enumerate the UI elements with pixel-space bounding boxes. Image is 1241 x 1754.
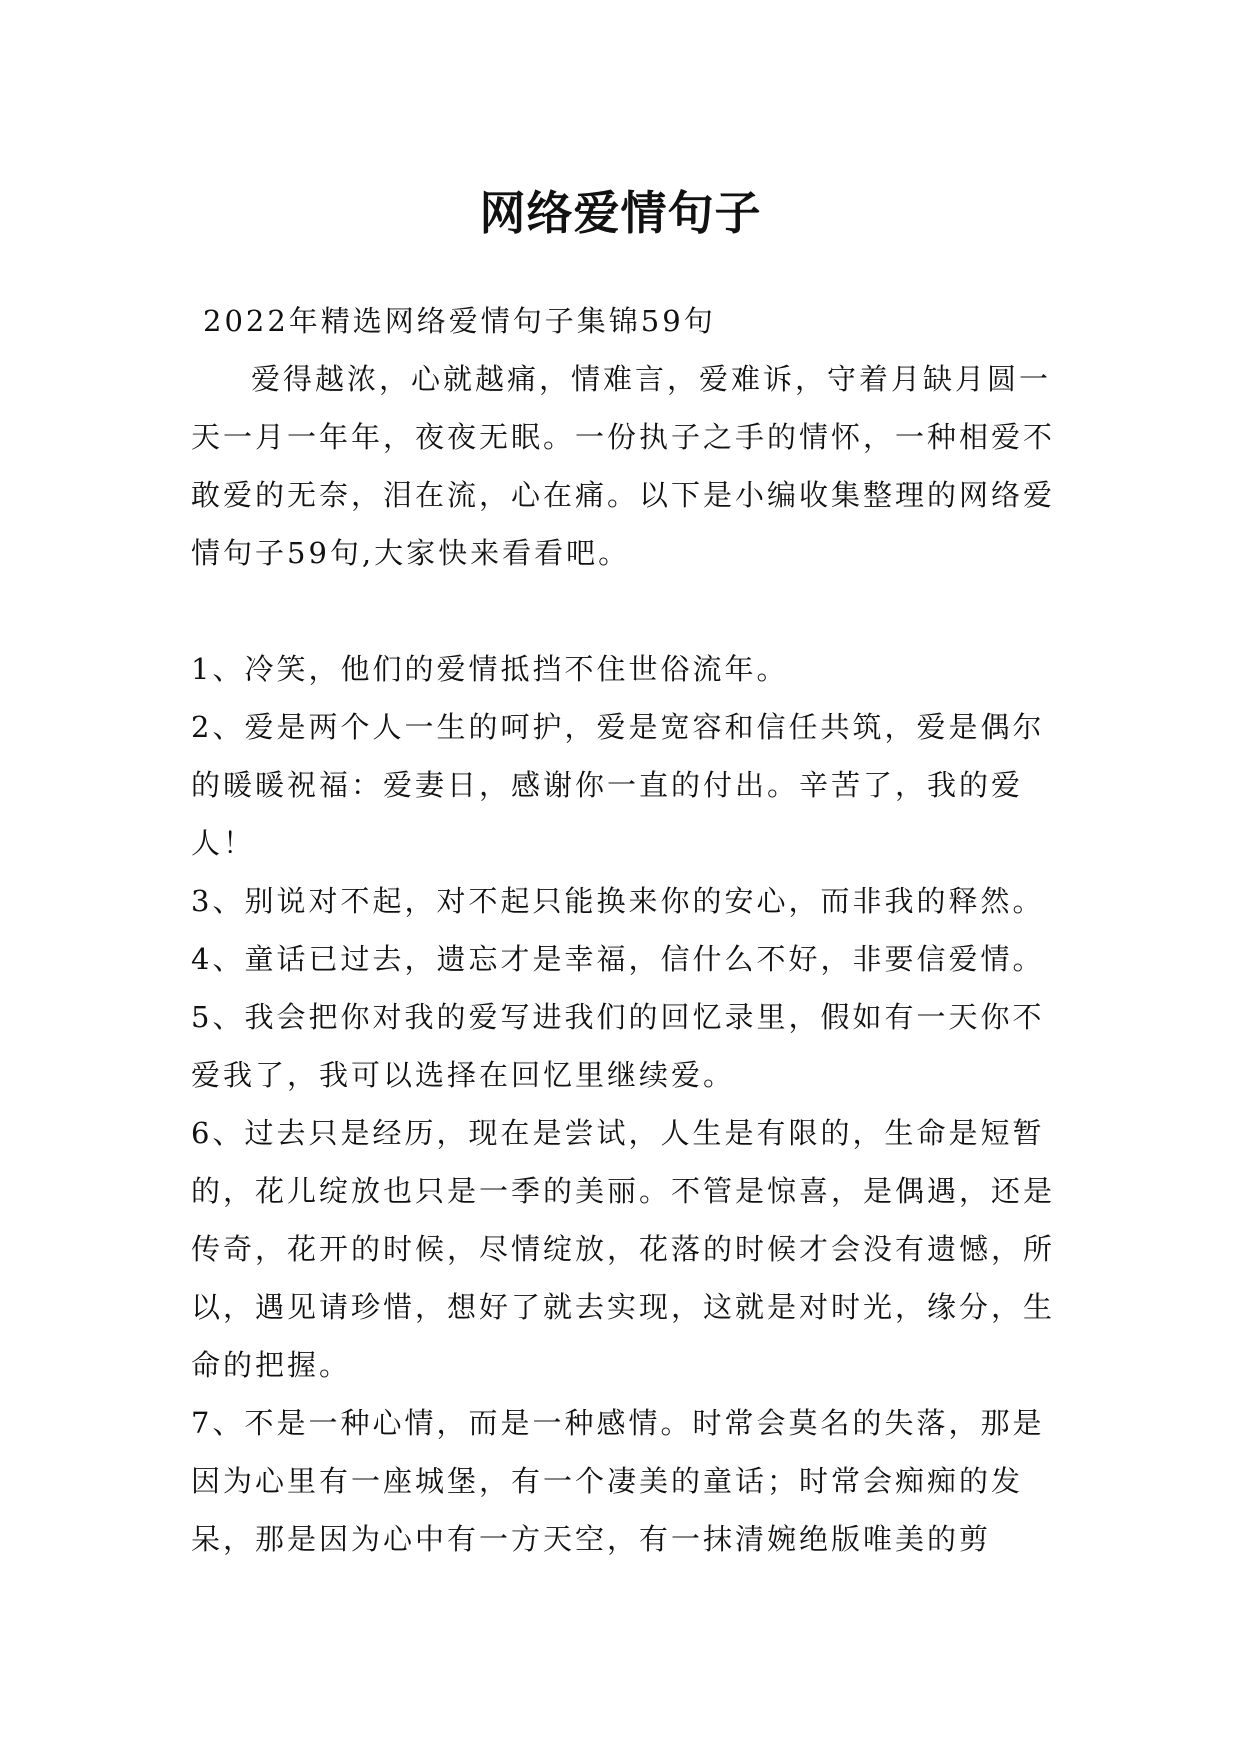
sentence-item: 5、我会把你对我的爱写进我们的回忆录里，假如有一天你不爱我了，我可以选择在回忆里继续爱。 [191, 1000, 1045, 1092]
sentence-list [191, 640, 1071, 1568]
sentence-item: 4、童话已过去，遗忘才是幸福，信什么不好，非要信爱情。 [191, 942, 1045, 976]
sentence-item: 1、冷笑，他们的爱情抵挡不住世俗流年。 [191, 652, 789, 686]
sentence-item: 6、过去只是经历，现在是尝试，人生是有限的，生命是短暂的，花儿绽放也只是一季的美丽。不管是惊喜，是偶遇，还是传奇，花开的时候，尽情绽放，花落的时候才会没有遗憾，所以，遇见请珍惜，想好了就去实现，这就是对时光，缘分，生命的把握。 [191, 1116, 1056, 1382]
sentence-item: 7、不是一种心情，而是一种感情。时常会莫名的失落，那是因为心里有一座城堡，有一个凄美的童话；时常会痴痴的发呆，那是因为心中有一方天空，有一抹清婉绝版唯美的剪 [191, 1406, 1045, 1556]
document-subtitle: 2022年精选网络爱情句子集锦59句 [203, 304, 716, 338]
document-body [191, 292, 1071, 1568]
paragraph-spacer [191, 582, 1071, 640]
sentence-item: 2、爱是两个人一生的呵护，爱是宽容和信任共筑，爱是偶尔的暖暖祝福：爱妻日，感谢你一直的付出。辛苦了，我的爱人！ [191, 710, 1045, 860]
sentence-item: 3、别说对不起，对不起只能换来你的安心，而非我的释然。 [191, 884, 1045, 918]
document-title: 网络爱情句子 [479, 185, 762, 240]
intro-paragraph: 爱得越浓，心就越痛，情难言，爱难诉，守着月缺月圆一天一月一年年，夜夜无眠。一份执子之手的情怀，一种相爱不敢爱的无奈，泪在流，心在痛。以下是小编收集整理的网络爱情句子59句,大家快来看看吧。 [191, 362, 1056, 570]
